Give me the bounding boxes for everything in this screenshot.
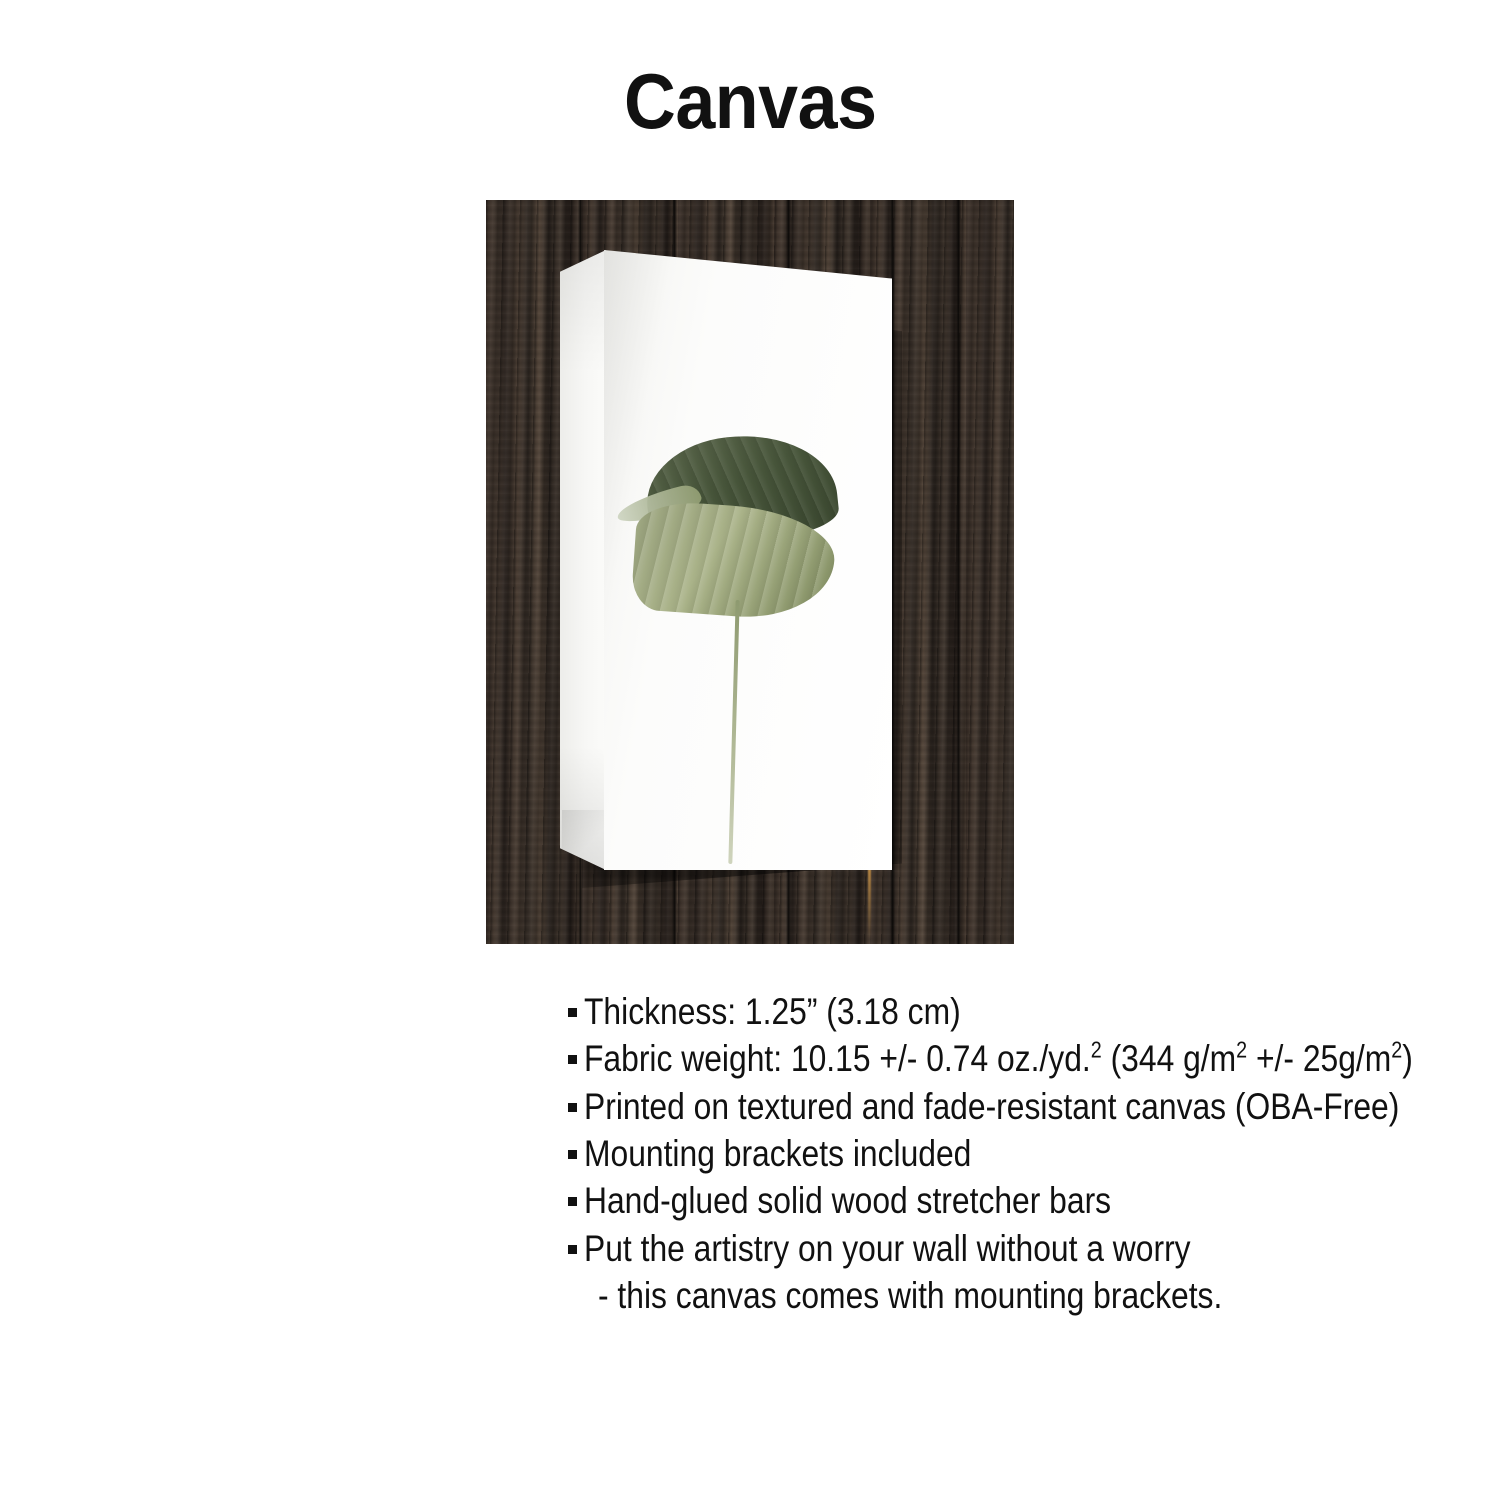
bullet-icon — [568, 1008, 577, 1017]
canvas-front-face — [604, 250, 892, 870]
leaf-stem — [728, 600, 739, 864]
list-item — [568, 1225, 1250, 1272]
spec-text: Printed on textured and fade-resistant canvas (OBA-Free) — [584, 1085, 1400, 1127]
leaf-artwork — [604, 430, 892, 870]
spec-text: Fabric weight: 10.15 +/- 0.74 oz./yd.$^2$ (344 $g/m^2$ +/- $25g/m^2$) — [584, 1037, 1413, 1080]
canvas-product — [560, 250, 890, 870]
list-item — [568, 1130, 1250, 1177]
spec-text: - this canvas comes with mounting brackets. — [598, 1275, 1223, 1317]
list-item-continuation — [568, 1272, 1250, 1319]
list-item — [568, 1083, 1400, 1130]
spec-text: Put the artistry on your wall without a worry — [584, 1227, 1191, 1269]
list-item — [568, 988, 1250, 1035]
bullet-icon — [568, 1245, 577, 1254]
list-item — [568, 1177, 1250, 1224]
canvas-depth-side — [560, 250, 606, 870]
bullet-icon — [568, 1055, 577, 1064]
bullet-icon — [568, 1103, 577, 1112]
spec-text: Hand-glued solid wood stretcher bars — [584, 1180, 1112, 1222]
page-title: Canvas — [623, 57, 877, 145]
spec-text: Mounting brackets included — [584, 1133, 972, 1175]
canvas-corner-fold — [562, 810, 606, 854]
spec-text: Thickness: 1.25” (3.18 cm) — [584, 991, 961, 1032]
spec-list — [250, 988, 1413, 1320]
list-item — [568, 1035, 1413, 1082]
bullet-icon — [568, 1150, 577, 1159]
product-image — [486, 200, 1014, 944]
bullet-icon — [568, 1197, 577, 1206]
wood-seam — [956, 200, 961, 944]
